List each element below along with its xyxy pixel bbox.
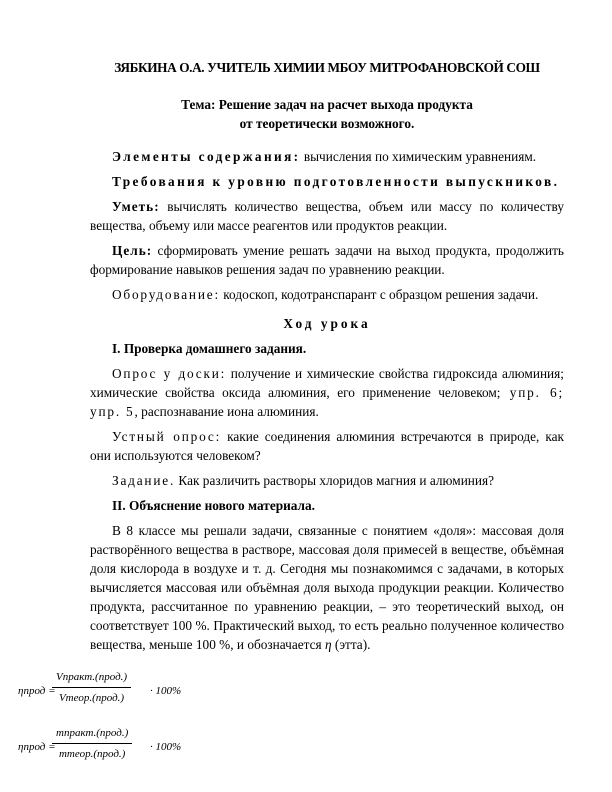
oral-paragraph xyxy=(90,427,564,465)
elements-label: Элементы содержания: xyxy=(112,149,301,164)
skills-text: вычислять количество вещества, объем или массу по количеству вещества, объему или массе реагентов или продуктов реакции. xyxy=(90,199,564,233)
part2-title: II. Объяснение нового материала. xyxy=(112,498,315,513)
explanation-tail: (этта). xyxy=(331,637,371,652)
board-exercise-2: упр. 5 xyxy=(90,404,135,419)
formula-mass-yield xyxy=(0,724,564,774)
goal-text: сформировать умение решать задачи на выход продукта, продолжить формирование навыков решения задач по уравнению реакции. xyxy=(90,243,564,277)
oral-text: какие соединения алюминия встречаются в природе, как они используются человеком? xyxy=(90,429,564,463)
requirements-paragraph xyxy=(90,172,564,191)
skills-paragraph xyxy=(90,197,564,235)
board-label: Опрос у доски: xyxy=(112,366,227,381)
board-exercise-1: упр. 6; xyxy=(500,385,564,400)
board-paragraph xyxy=(90,364,564,421)
task-paragraph xyxy=(90,471,564,490)
author-line: ЗЯБКИНА О.А. УЧИТЕЛЬ ХИМИИ МБОУ МИТРОФАНОВСКОЙ СОШ xyxy=(114,60,540,75)
lesson-title: Ход урока xyxy=(283,316,371,331)
task-label: Задание. xyxy=(112,473,176,488)
oral-label: Устный опрос: xyxy=(112,429,222,444)
part1-title: I. Проверка домашнего задания. xyxy=(112,341,307,356)
elements-text: вычисления по химическим уравнениям. xyxy=(300,149,537,164)
formula-volume-yield xyxy=(0,668,564,718)
formula-2-numerator: mпракт.(прод.) xyxy=(52,724,132,744)
eta-symbol: η xyxy=(324,637,332,652)
topic-line-1: Тема: Решение задач на расчет выхода продукта xyxy=(181,97,473,112)
goal-label: Цель: xyxy=(112,243,153,258)
elements-paragraph xyxy=(90,147,564,166)
topic-line-2: от теоретически возможного. xyxy=(239,116,415,131)
explanation-paragraph xyxy=(90,521,564,654)
formula-1-numerator: Vпракт.(прод.) xyxy=(52,668,131,688)
board-tail: , распознавание иона алюминия. xyxy=(134,404,319,419)
board-text: получение и химические свойства гидроксида алюминия; химические свойства оксида алюминия, его применение человеком; xyxy=(90,366,564,400)
formula-1-fraction xyxy=(52,668,131,708)
formula-1-lhs: ηпрод = xyxy=(18,685,56,697)
equipment-text: кодоскоп, кодотранспарант с образцом решения задачи. xyxy=(219,287,539,302)
equipment-label: Оборудование: xyxy=(112,287,220,302)
equipment-paragraph xyxy=(90,285,564,304)
formula-2-denominator: mтеор.(прод.) xyxy=(58,748,126,760)
formula-2-lhs: ηпрод = xyxy=(18,741,56,753)
explanation-text: В 8 классе мы решали задачи, связанные с понятием «доля»: массовая доля растворённого вещества в растворе, массовая доля примесей в веществе, объёмная доля кислорода в воздухе и т. д. Сегодня мы познакомимся с задачами, в которых вычисляется массовая или объёмная доля выхода продукции реакции. Количество продукта, рассчитанное по уравнению реакции, – это теоретический выход, он соответствует 100 %. Практический выход, то есть реально полученное количество вещества, меньше 100 %, и обозначается xyxy=(90,523,564,652)
topic-title xyxy=(90,95,564,133)
skills-label: Уметь: xyxy=(112,199,160,214)
formula-2-multiplier: · 100% xyxy=(150,741,182,753)
formula-2-fraction xyxy=(52,724,132,764)
goal-paragraph xyxy=(90,241,564,279)
requirements-label: Требования к уровню подготовленности выпускников. xyxy=(112,174,560,189)
content-section xyxy=(90,147,564,654)
formula-1-denominator: Vтеор.(прод.) xyxy=(58,692,125,704)
formula-1-multiplier: · 100% xyxy=(150,685,182,697)
task-text: Как различить растворы хлоридов магния и алюминия? xyxy=(175,473,495,488)
